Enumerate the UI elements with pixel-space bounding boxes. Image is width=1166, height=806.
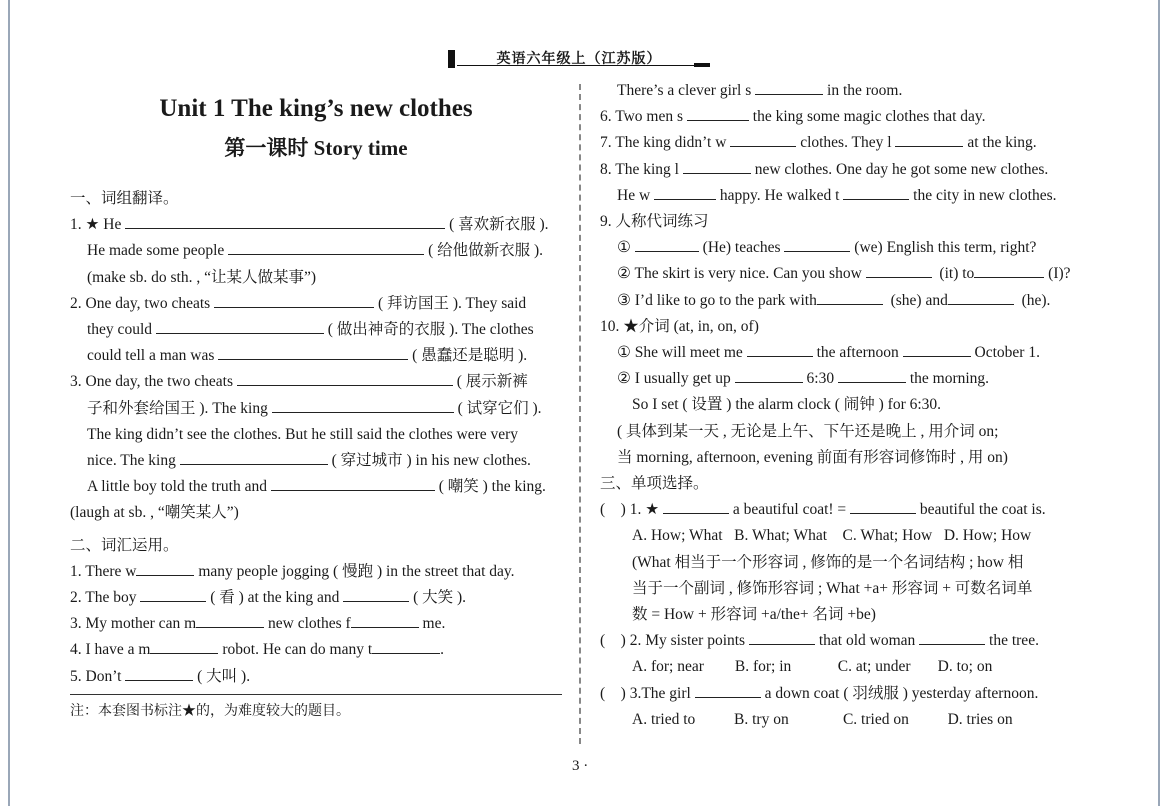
exercise-line — [600, 314, 1100, 340]
line-text: 3. My mother can m — [70, 615, 197, 633]
answer-blank[interactable] — [196, 611, 264, 628]
line-text: 1. ★ He — [70, 216, 126, 234]
answer-blank[interactable] — [140, 585, 206, 602]
exercise-line — [600, 183, 1100, 209]
multiple-choice-section — [600, 497, 1100, 733]
answer-blank[interactable] — [272, 396, 454, 413]
exercise-line — [600, 340, 1100, 366]
line-text: happy. He walked t — [716, 186, 844, 204]
line-text: He made some people — [87, 242, 229, 260]
line-text: ( 拜访国王 ). They said — [374, 294, 527, 312]
column-divider — [579, 84, 581, 744]
line-text: 当 morning, afternoon, evening 前面有形容词修饰时 , 用 on) — [617, 448, 1008, 466]
line-text: 当于一个副词 , 修饰形容词 ; What +a+ 形容词 + 可数名词单 — [632, 579, 1033, 597]
lesson-title: 第一课时 Story time — [224, 136, 408, 160]
answer-blank[interactable] — [974, 261, 1044, 278]
answer-blank[interactable] — [218, 343, 408, 360]
exercise-line — [600, 445, 1100, 471]
line-text: ① She will meet me — [617, 344, 747, 362]
answer-blank[interactable] — [654, 183, 716, 200]
answer-blank[interactable] — [850, 497, 916, 514]
exercise-line — [70, 611, 562, 637]
line-text: (it) to — [931, 265, 975, 283]
answer-blank[interactable] — [749, 628, 815, 645]
line-text: a down coat ( 羽绒服 ) yesterday afternoon. — [760, 684, 1039, 702]
line-text: that old woman — [814, 632, 920, 650]
exercise-line — [600, 261, 1100, 287]
line-text: A. for; near B. for; in C. at; under D. to; on — [632, 658, 993, 676]
line-text: the city in new clothes. — [909, 186, 1057, 204]
answer-blank[interactable] — [125, 212, 445, 229]
exercise-line — [600, 681, 1100, 707]
line-text: ( ) 1. ★ — [600, 501, 663, 519]
exercise-line — [600, 157, 1100, 183]
exercise-line — [600, 523, 1100, 549]
exercise-line — [600, 78, 1100, 104]
line-text: ( ) 3.The girl — [600, 684, 695, 702]
line-text: ( 做出神奇的衣服 ). The clothes — [323, 321, 534, 339]
exercise-line — [600, 288, 1100, 314]
line-text: 3. One day, the two cheats — [70, 373, 237, 391]
line-text: He w — [617, 186, 655, 204]
line-text: a beautiful coat! = — [728, 501, 851, 519]
answer-blank[interactable] — [784, 235, 850, 252]
answer-blank[interactable] — [237, 369, 453, 386]
exercise-line — [70, 585, 562, 611]
line-text: 4. I have a m — [70, 641, 151, 659]
answer-blank[interactable] — [735, 366, 803, 383]
answer-blank[interactable] — [228, 238, 424, 255]
vocabulary-section — [70, 559, 562, 690]
answer-blank[interactable] — [755, 78, 823, 95]
line-text: the tree. — [985, 632, 1039, 650]
answer-blank[interactable] — [214, 291, 374, 308]
line-text: (What 相当于一个形容词 , 修饰的是一个名词结构 ; how 相 — [632, 553, 1024, 571]
answer-blank[interactable] — [351, 611, 419, 628]
right-column — [600, 78, 1100, 733]
left-column — [70, 90, 562, 725]
exercise-line — [600, 209, 1100, 235]
answer-blank[interactable] — [343, 585, 409, 602]
exercise-line — [70, 343, 562, 369]
running-header — [448, 48, 710, 68]
line-text: (I)? — [1044, 265, 1071, 283]
line-text: ( 大叫 ). — [193, 667, 251, 685]
answer-blank[interactable] — [919, 628, 985, 645]
line-text: (laugh at sb. , “嘲笑某人”) — [70, 504, 239, 522]
answer-blank[interactable] — [903, 340, 971, 357]
line-text: ( 看 ) at the king and — [206, 589, 344, 607]
line-text: 子和外套给国王 ). The king — [87, 399, 272, 417]
exercise-line — [600, 392, 1100, 418]
answer-blank[interactable] — [866, 261, 932, 278]
section-heading: 一、词组翻译。 — [70, 190, 179, 207]
line-text: 1. There w — [70, 562, 137, 580]
page-frame-right — [1158, 0, 1160, 806]
line-text: many people jogging ( 慢跑 ) in the street that day. — [194, 562, 515, 580]
line-text: the afternoon — [812, 344, 903, 362]
line-text: 6. Two men s — [600, 108, 687, 126]
line-text: could tell a man was — [87, 347, 219, 365]
answer-blank[interactable] — [156, 317, 324, 334]
exercise-line — [600, 419, 1100, 445]
line-text: ( 愚蠢还是聪明 ). — [408, 347, 528, 365]
line-text: There’s a clever girl s — [617, 82, 756, 99]
line-text: 10. ★介词 (at, in, on, of) — [600, 317, 759, 335]
line-text: (she) and — [882, 291, 948, 309]
exercise-line — [600, 130, 1100, 156]
answer-blank[interactable] — [125, 664, 193, 681]
exercise-line — [70, 448, 562, 474]
exercise-line — [70, 637, 562, 663]
line-text: ( 喜欢新衣服 ). — [445, 216, 549, 234]
line-text: ( ) 2. My sister points — [600, 632, 749, 650]
exercise-line — [70, 265, 562, 291]
exercise-line — [70, 396, 562, 422]
line-text: at the king. — [963, 134, 1037, 152]
answer-blank[interactable] — [271, 474, 435, 491]
line-text: ( 试穿它们 ). — [453, 399, 542, 417]
answer-blank[interactable] — [663, 497, 729, 514]
answer-blank[interactable] — [683, 157, 751, 174]
exercise-line — [70, 500, 562, 526]
answer-blank[interactable] — [948, 288, 1014, 305]
footnote: 注：本套图书标注★的，为难度较大的题目。 — [70, 694, 562, 725]
line-text: in the room. — [823, 82, 903, 99]
line-text: ( 展示新裤 — [452, 373, 528, 391]
line-text: (make sb. do sth. , “让某人做某事”) — [87, 268, 317, 286]
line-text: ① — [617, 239, 635, 257]
exercise-line — [600, 654, 1100, 680]
line-text: (we) English this term, right? — [850, 239, 1037, 257]
exercise-line — [600, 497, 1100, 523]
section-heading: 三、单项选择。 — [600, 475, 709, 493]
line-text: 8. The king l — [600, 160, 683, 178]
answer-blank[interactable] — [730, 130, 796, 147]
exercise-line — [70, 474, 562, 500]
line-text: ② The skirt is very nice. Can you show — [617, 265, 866, 283]
line-text: . — [440, 641, 445, 659]
line-text: ( 嘲笑 ) the king. — [434, 478, 546, 496]
answer-blank[interactable] — [687, 104, 749, 121]
line-text: beautiful the coat is. — [916, 501, 1046, 519]
answer-blank[interactable] — [695, 681, 761, 698]
unit-title: Unit 1 The king’s new clothes — [159, 95, 473, 122]
page-number: 3 · — [572, 758, 589, 774]
line-text: the king some magic clothes that day. — [748, 108, 986, 126]
line-text: 7. The king didn’t w — [600, 134, 731, 152]
line-text: ( 给他做新衣服 ). — [424, 242, 544, 260]
answer-blank[interactable] — [635, 235, 699, 252]
exercise-line — [600, 576, 1100, 602]
phrase-translation-section — [70, 212, 562, 526]
answer-blank[interactable] — [838, 366, 906, 383]
answer-blank[interactable] — [150, 637, 218, 654]
line-text: ( 穿过城市 ) in his new clothes. — [327, 452, 531, 470]
exercise-line — [70, 238, 562, 264]
exercise-line — [70, 291, 562, 317]
line-text: they could — [87, 321, 156, 339]
exercise-line — [70, 317, 562, 343]
exercise-line — [70, 212, 562, 238]
answer-blank[interactable] — [136, 559, 194, 576]
line-text: 2. The boy — [70, 589, 141, 607]
line-text: (He) teaches — [698, 239, 785, 257]
line-text: So I set ( 设置 ) the alarm clock ( 闹钟 ) for 6:30. — [632, 396, 942, 414]
line-text: ③ I’d like to go to the park with — [617, 291, 817, 309]
exercise-line — [70, 422, 562, 448]
line-text: 数 = How + 形容词 +a/the+ 名词 +be) — [632, 606, 876, 624]
line-text: ( 大笑 ). — [409, 589, 467, 607]
answer-blank[interactable] — [180, 448, 328, 465]
exercise-line — [600, 104, 1100, 130]
line-text: A. How; What B. What; What C. What; How D. How; How — [632, 527, 1032, 545]
page-frame-left — [8, 0, 10, 806]
answer-blank[interactable] — [747, 340, 813, 357]
line-text: The king didn’t see the clothes. But he still said the clothes were very — [87, 425, 519, 443]
line-text: clothes. They l — [796, 134, 896, 152]
exercise-line — [600, 707, 1100, 733]
exercise-line — [600, 550, 1100, 576]
line-text: the morning. — [905, 370, 990, 388]
header-title: 英语六年级上（江苏版） — [496, 52, 662, 67]
line-text: 2. One day, two cheats — [70, 294, 215, 312]
line-text: new clothes f — [264, 615, 351, 633]
exercise-line — [600, 602, 1100, 628]
exercise-line — [70, 664, 562, 690]
answer-blank[interactable] — [372, 637, 440, 654]
line-text: October 1. — [970, 344, 1040, 362]
line-text: nice. The king — [87, 452, 180, 470]
section-heading: 二、词汇运用。 — [70, 536, 179, 554]
answer-blank[interactable] — [895, 130, 963, 147]
answer-blank[interactable] — [843, 183, 909, 200]
exercise-continuation — [600, 78, 1100, 471]
exercise-line — [600, 628, 1100, 654]
line-text: (he). — [1013, 291, 1051, 309]
line-text: ( 具体到某一天 , 无论是上午、下午还是晚上 , 用介词 on; — [617, 422, 999, 440]
line-text: 5. Don’t — [70, 667, 126, 685]
line-text: robot. He can do many t — [218, 641, 373, 659]
line-text: A. tried to B. try on C. tried on D. tries on — [632, 710, 1013, 728]
line-text: new clothes. One day he got some new clothes. — [750, 160, 1049, 178]
exercise-line — [70, 369, 562, 395]
exercise-line — [600, 366, 1100, 392]
line-text: ② I usually get up — [617, 370, 735, 388]
line-text: 9. 人称代词练习 — [600, 213, 709, 231]
exercise-line — [600, 235, 1100, 261]
line-text: 6:30 — [802, 370, 838, 388]
exercise-line — [70, 559, 562, 585]
answer-blank[interactable] — [817, 288, 883, 305]
line-text: me. — [418, 615, 446, 633]
line-text: A little boy told the truth and — [87, 478, 271, 496]
